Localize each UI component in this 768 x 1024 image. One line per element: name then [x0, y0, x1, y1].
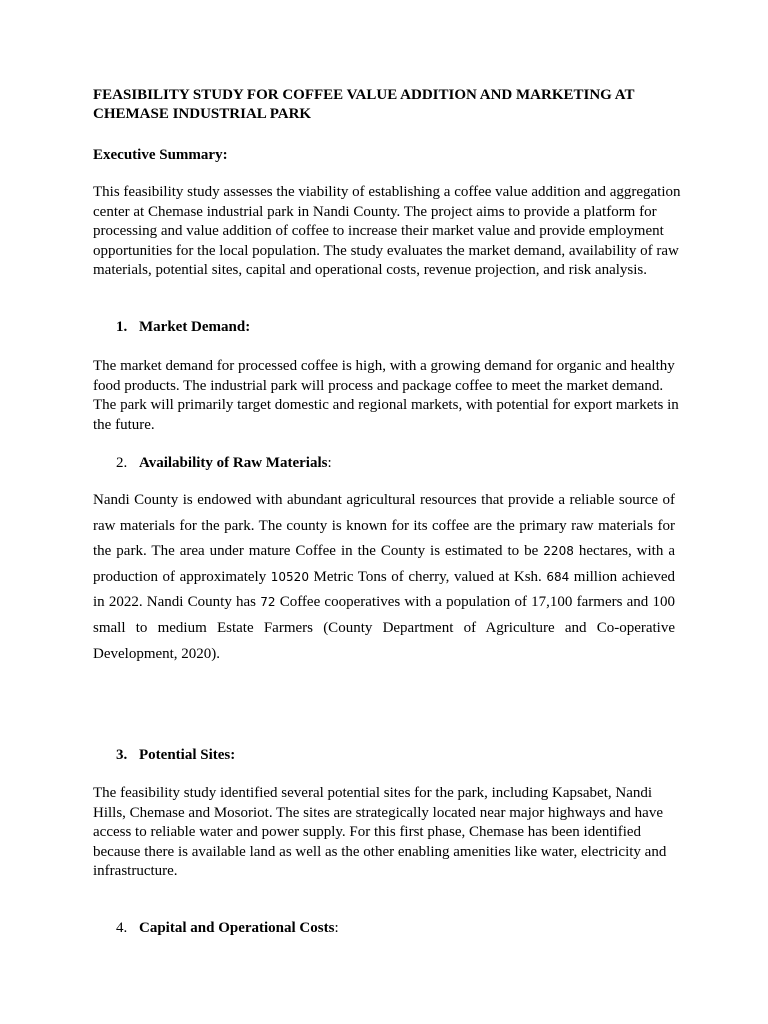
- executive-summary-body: This feasibility study assesses the viability of establishing a coffee value addition and aggregation center at Chemase industrial park in Nandi County. The project aims to provide a platform for processing and value addition of coffee to increase their market value and provide employment opportunities for the local population. The study evaluates the market demand, availability of raw materials, potential sites, capital and operational costs, revenue projection, and risk analysis.: [93, 184, 681, 278]
- section-2-number: 2.: [116, 455, 128, 471]
- section-1-number: 1.: [116, 319, 128, 335]
- section-1-body: The market demand for processed coffee is high, with a growing demand for organic and healthy food products. The industrial park will process and package coffee to meet the market demand. The park will primarily target domestic and regional markets, with potential for export markets in the future.: [93, 358, 679, 433]
- section-2-text-1: Nandi County is endowed with abundant agricultural resources that provide a reliable source of raw materials for the park. The county is known for its coffee are the primary raw materials for the park. The area under mature Coffee in the County is estimated to be: [93, 492, 675, 560]
- section-4-number: 4.: [116, 920, 128, 936]
- section-4-title: Capital and Operational Costs: [139, 920, 335, 936]
- section-2-title: Availability of Raw Materials: [139, 455, 328, 471]
- section-2-text-2: hectares, with a production of approximately: [93, 543, 675, 585]
- cooperatives-count: 72: [260, 595, 276, 610]
- section-3-title: Potential Sites:: [139, 747, 236, 763]
- section-3-heading: [116, 746, 235, 765]
- section-1-heading: [116, 318, 250, 337]
- section-2-text-5: Coffee cooperatives with a population of 17,100 farmers and 100 small to medium Estate Farmers (County Department of Agriculture and Co-operative Development, 2020).: [93, 594, 675, 662]
- section-4-suffix: :: [334, 920, 339, 936]
- cherry-production-value: 10520: [270, 569, 309, 584]
- section-3-number: 3.: [116, 747, 128, 763]
- section-2-suffix: :: [327, 455, 332, 471]
- mature-coffee-area-value: 2208: [543, 544, 574, 559]
- section-2-text-4: million achieved in 2022. Nandi County has: [93, 568, 675, 611]
- section-2-text-3: Metric Tons of cherry, valued at Ksh.: [308, 568, 547, 585]
- section-2-heading: [116, 454, 332, 473]
- section-3-body: The feasibility study identified several potential sites for the park, including Kapsabet, Nandi Hills, Chemase and Mosoriot. The sites are strategically located near major highways and have access to reliable water and power supply. For this first phase, Chemase has been identified because there is available land as well as the other enabling amenities like water, electricity and infrastructure.: [93, 785, 667, 879]
- section-1-title: Market Demand:: [139, 319, 251, 335]
- cherry-value-ksh: 684: [546, 569, 570, 584]
- section-2-body: [93, 488, 675, 667]
- document-title: FEASIBILITY STUDY FOR COFFEE VALUE ADDITION AND MARKETING AT CHEMASE INDUSTRIAL PARK: [93, 87, 635, 122]
- executive-summary-heading: Executive Summary:: [93, 147, 228, 163]
- section-4-heading: [116, 919, 339, 938]
